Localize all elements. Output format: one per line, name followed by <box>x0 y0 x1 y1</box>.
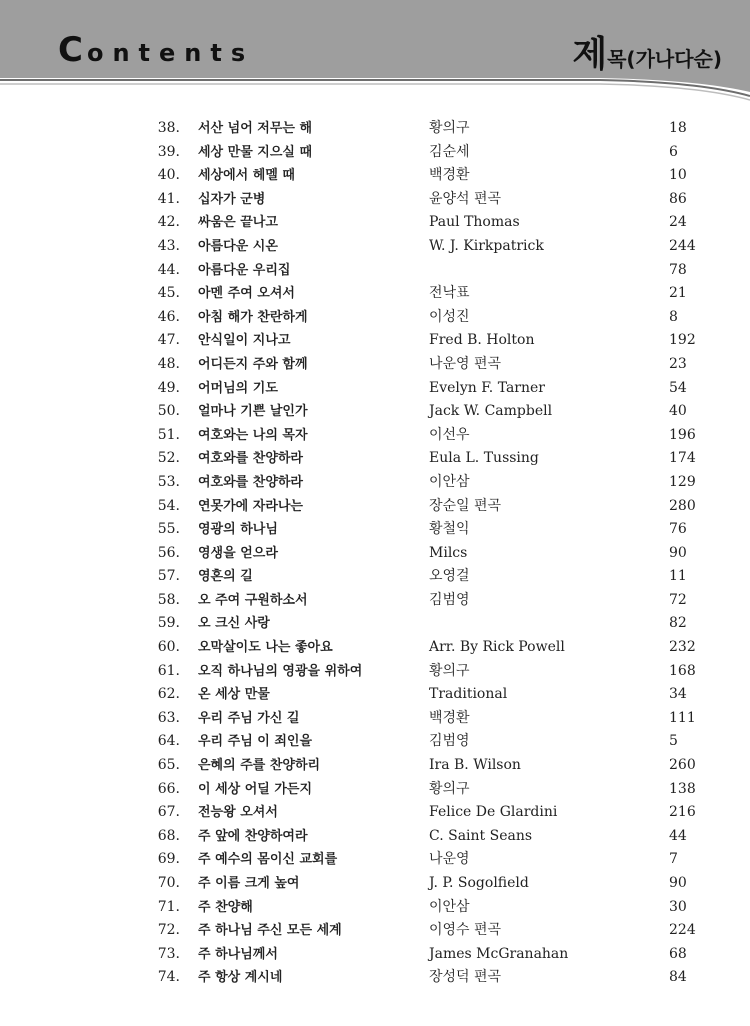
entry-page: 280 <box>669 497 696 514</box>
entry-page: 21 <box>669 285 687 302</box>
entry-page: 6 <box>669 143 678 160</box>
entry-author: 윤양석 편곡 <box>429 190 502 207</box>
entry-number: 65. <box>157 757 180 774</box>
toc-entry <box>0 872 750 896</box>
toc-entry <box>0 778 750 802</box>
entry-page: 76 <box>669 521 687 538</box>
entry-author: 이안삼 <box>429 898 470 915</box>
entry-author: Evelyn F. Tarner <box>429 379 545 396</box>
entry-title: 십자가 군병 <box>198 191 266 207</box>
toc-entry <box>0 896 750 920</box>
toc-entry <box>0 235 750 259</box>
entry-number: 73. <box>157 945 180 962</box>
entry-number: 45. <box>157 285 180 302</box>
entry-author: 오영걸 <box>429 568 470 585</box>
toc-entry <box>0 754 750 778</box>
entry-title: 온 세상 만물 <box>198 687 270 703</box>
entry-page: 90 <box>669 875 687 891</box>
entry-author: 이성진 <box>429 308 470 325</box>
toc-entry <box>0 377 750 401</box>
entry-title: 주 앞에 찬양하여라 <box>198 828 308 844</box>
entry-number: 64. <box>157 733 180 750</box>
entry-author: Milcs <box>429 544 468 561</box>
entry-number: 48. <box>157 355 180 372</box>
entry-number: 67. <box>157 804 180 821</box>
entry-number: 46. <box>157 308 180 325</box>
toc-entry <box>0 589 750 613</box>
entry-number: 69. <box>157 851 180 868</box>
entry-page: 216 <box>669 804 696 821</box>
entry-page: 40 <box>669 403 687 420</box>
entry-number: 49. <box>157 379 180 396</box>
entry-title: 아름다운 시온 <box>198 238 278 254</box>
entry-page: 34 <box>669 686 687 703</box>
entry-author: 김순세 <box>429 143 470 160</box>
entry-page: 24 <box>669 214 687 231</box>
toc-entry <box>0 353 750 377</box>
entry-number: 61. <box>157 662 180 679</box>
entry-author: C. Saint Seans <box>429 827 533 844</box>
entry-number: 47. <box>157 332 180 349</box>
entry-title: 안식일이 지나고 <box>198 333 291 349</box>
toc-entry <box>0 141 750 165</box>
entry-number: 52. <box>157 450 180 467</box>
entry-number: 38. <box>157 120 180 136</box>
entry-author: Eula L. Tussing <box>429 450 539 467</box>
entry-number: 74. <box>157 969 180 986</box>
entry-title: 주 하나님 주신 모든 세계 <box>198 923 342 939</box>
entry-title: 오직 하나님의 영광을 위하여 <box>198 663 363 679</box>
entry-number: 56. <box>157 544 180 561</box>
entry-author: 김범영 <box>429 591 470 608</box>
entry-title: 이 세상 어딜 가든지 <box>198 781 313 797</box>
header-banner <box>0 0 750 110</box>
entry-author: Arr. By Rick Powell <box>429 639 565 656</box>
toc-entry <box>0 447 750 471</box>
toc-entry <box>0 542 750 566</box>
entry-page: 90 <box>669 544 687 561</box>
entry-title: 세상 만물 지으실 때 <box>198 144 313 160</box>
toc-entry <box>0 259 750 283</box>
entry-number: 66. <box>157 780 180 797</box>
entry-page: 86 <box>669 190 687 207</box>
entry-page: 18 <box>669 120 687 136</box>
entry-page: 11 <box>669 568 687 585</box>
toc-entry <box>0 306 750 330</box>
entry-page: 224 <box>669 922 696 939</box>
entry-number: 54. <box>157 497 180 514</box>
entry-page: 78 <box>669 261 687 278</box>
toc-entry <box>0 117 750 141</box>
entry-number: 55. <box>157 521 180 538</box>
entry-number: 43. <box>157 237 180 254</box>
entry-page: 7 <box>669 851 678 868</box>
entry-author: 황의구 <box>429 780 470 797</box>
entry-title: 얼마나 기쁜 날인가 <box>198 404 308 420</box>
toc-entry <box>0 211 750 235</box>
entry-title: 어디든지 주와 함께 <box>198 356 308 372</box>
toc-entry <box>0 424 750 448</box>
entry-number: 62. <box>157 686 180 703</box>
entry-title: 어머님의 기도 <box>198 380 278 396</box>
entry-number: 63. <box>157 709 180 726</box>
entry-title: 주 찬양해 <box>198 899 253 915</box>
entry-author: J. P. Sogolfield <box>429 875 529 891</box>
toc-entry <box>0 495 750 519</box>
entry-number: 59. <box>157 615 180 632</box>
entry-author: Traditional <box>429 686 508 703</box>
entry-author: 백경환 <box>429 709 470 726</box>
entry-author: 전낙표 <box>429 285 470 302</box>
entry-page: 260 <box>669 757 696 774</box>
entry-author: Felice De Glardini <box>429 804 558 821</box>
entry-title: 영생을 얻으라 <box>198 545 278 561</box>
entry-title: 아멘 주여 오셔서 <box>198 286 295 302</box>
entry-title: 우리 주님 이 죄인을 <box>198 734 313 750</box>
entry-author: 이안삼 <box>429 473 470 490</box>
toc-entry <box>0 660 750 684</box>
entry-number: 51. <box>157 426 180 443</box>
entry-title: 연못가에 자라나는 <box>198 498 303 514</box>
entry-page: 68 <box>669 945 687 962</box>
contents-title-initial: C <box>58 30 83 70</box>
toc-entry <box>0 164 750 188</box>
entry-page: 8 <box>669 308 678 325</box>
entry-author: 백경환 <box>429 167 470 184</box>
section-title <box>572 26 722 77</box>
entry-number: 70. <box>157 875 180 891</box>
contents-title <box>58 30 254 70</box>
toc-entry <box>0 282 750 306</box>
entry-title: 싸움은 끝나고 <box>198 215 278 231</box>
entry-page: 192 <box>669 332 696 349</box>
entry-author: 이영수 편곡 <box>429 922 502 939</box>
entry-author: 김범영 <box>429 733 470 750</box>
entry-author: 황의구 <box>429 120 470 136</box>
entry-author: 나운영 편곡 <box>429 355 502 372</box>
entry-title: 전능왕 오셔서 <box>198 805 278 821</box>
entry-page: 138 <box>669 780 696 797</box>
entry-author: James McGranahan <box>429 945 569 962</box>
entry-author: 이선우 <box>429 426 470 443</box>
entry-title: 서산 넘어 저무는 해 <box>198 121 313 136</box>
entry-title: 여호와를 찬양하라 <box>198 451 303 467</box>
entry-number: 42. <box>157 214 180 231</box>
entry-number: 39. <box>157 143 180 160</box>
entry-author: 장성덕 편곡 <box>429 969 502 986</box>
entry-title: 영광의 하나님 <box>198 522 278 538</box>
entry-number: 40. <box>157 167 180 184</box>
entry-number: 57. <box>157 568 180 585</box>
entry-author: W. J. Kirkpatrick <box>429 237 544 254</box>
entry-author: 장순일 편곡 <box>429 497 502 514</box>
toc-entry <box>0 683 750 707</box>
entry-title: 여호와는 나의 목자 <box>198 427 308 443</box>
entry-title: 아름다운 우리집 <box>198 262 291 278</box>
toc-entry <box>0 801 750 825</box>
entry-page: 129 <box>669 473 696 490</box>
toc-entry <box>0 943 750 967</box>
entry-number: 50. <box>157 403 180 420</box>
toc-entry <box>0 471 750 495</box>
entry-title: 주 예수의 몸이신 교회를 <box>198 852 338 868</box>
section-title-rest: 목(가나다순) <box>607 47 722 71</box>
entry-page: 196 <box>669 426 696 443</box>
toc-entry <box>0 919 750 943</box>
toc-entry <box>0 565 750 589</box>
entry-title: 오 크신 사랑 <box>198 616 270 632</box>
entry-page: 232 <box>669 639 696 656</box>
toc-entry <box>0 730 750 754</box>
entry-page: 54 <box>669 379 687 396</box>
entry-number: 71. <box>157 898 180 915</box>
entry-author: Fred B. Holton <box>429 332 535 349</box>
entry-page: 168 <box>669 662 696 679</box>
entry-page: 5 <box>669 733 678 750</box>
entry-number: 58. <box>157 591 180 608</box>
toc-entry <box>0 188 750 212</box>
entry-title: 오막살이도 나는 좋아요 <box>198 640 333 656</box>
toc-entry <box>0 848 750 872</box>
entry-page: 174 <box>669 450 696 467</box>
toc-entry <box>0 329 750 353</box>
entry-title: 여호와를 찬양하라 <box>198 474 303 490</box>
entry-page: 84 <box>669 969 687 986</box>
entry-number: 53. <box>157 473 180 490</box>
toc-entry <box>0 707 750 731</box>
entry-title: 주 이름 크게 높여 <box>198 876 300 891</box>
entry-page: 72 <box>669 591 687 608</box>
contents-title-rest: ontents <box>86 39 255 67</box>
entry-author: 황철익 <box>429 521 470 538</box>
entry-title: 주 하나님께서 <box>198 946 278 962</box>
toc-entry <box>0 636 750 660</box>
entry-number: 41. <box>157 190 180 207</box>
toc-entry <box>0 400 750 424</box>
entry-title: 영혼의 길 <box>198 569 253 585</box>
entry-number: 68. <box>157 827 180 844</box>
entry-title: 은혜의 주를 찬양하리 <box>198 758 321 774</box>
entry-title: 오 주여 구원하소서 <box>198 592 308 608</box>
entry-page: 244 <box>669 237 696 254</box>
toc-entry <box>0 612 750 636</box>
entry-number: 60. <box>157 639 180 656</box>
entry-author: 황의구 <box>429 662 470 679</box>
entry-author: Jack W. Campbell <box>429 403 553 420</box>
entry-page: 82 <box>669 615 687 632</box>
entry-page: 44 <box>669 827 687 844</box>
entry-page: 30 <box>669 898 687 915</box>
entry-page: 111 <box>669 709 696 726</box>
entry-title: 세상에서 헤멜 때 <box>198 168 295 184</box>
toc-entry <box>0 825 750 849</box>
toc-entry <box>0 518 750 542</box>
entry-author: 나운영 <box>429 851 470 868</box>
entry-title: 우리 주님 가신 길 <box>198 710 300 726</box>
entry-page: 23 <box>669 355 687 372</box>
toc-entry <box>0 966 750 990</box>
entry-number: 44. <box>157 261 180 278</box>
entry-title: 아침 해가 찬란하게 <box>198 309 308 325</box>
entry-title: 주 항상 계시네 <box>198 970 283 986</box>
entry-author: Ira B. Wilson <box>429 757 521 774</box>
entry-author: Paul Thomas <box>429 214 520 231</box>
entry-page: 10 <box>669 167 687 184</box>
table-of-contents <box>0 117 750 990</box>
entry-number: 72. <box>157 922 180 939</box>
section-title-initial: 제 <box>572 34 608 75</box>
